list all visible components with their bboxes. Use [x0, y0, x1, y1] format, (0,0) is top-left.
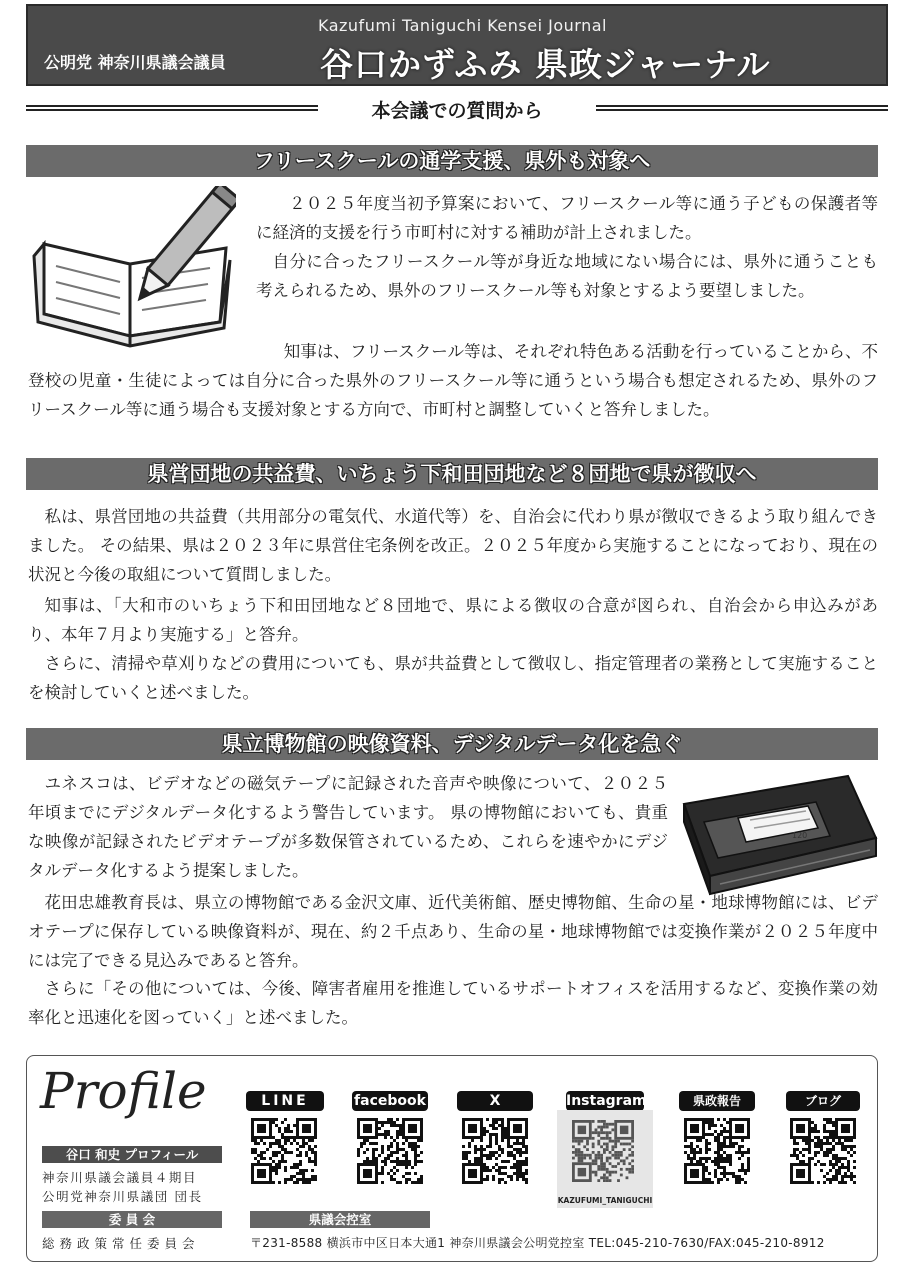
heading-rule-right	[596, 105, 888, 111]
section-2-paragraph-1: 私は、県営団地の共益費（共用部分の電気代、水道代等）を、自治会に代わり県が徴収できるよう取り組んできました。 その結果、県は２０２３年に県営住宅条例を改正。２０２５年度から実施することになっており、現在の状況と今後の取組について質問しました。	[28, 507, 878, 584]
header-english-title: Kazufumi Taniguchi Kensei Journal	[318, 16, 607, 35]
section-1-paragraph-1: ２０２５年度当初予算案において、フリースクール等に通う子どもの保護者等に経済的支援を行う市町村に対する補助が計上されました。	[256, 194, 878, 242]
x-label: X	[457, 1091, 533, 1111]
profile-name-bar: 谷口 和史 プロフィール	[42, 1146, 222, 1163]
x-qr-code[interactable]	[462, 1118, 528, 1184]
instagram-handle: KAZUFUMI_TANIGUCHI	[557, 1196, 653, 1205]
header-party: 公明党 神奈川県議会議員	[44, 53, 226, 72]
office-address: 〒231-8588 横浜市中区日本大通1 神奈川県議会公明党控室 TEL:045-210-7630/FAX:045-210-8912	[250, 1236, 825, 1250]
notebook-pencil-icon	[30, 186, 236, 356]
instagram-qr-code[interactable]	[572, 1120, 634, 1182]
facebook-label: facebook	[352, 1091, 428, 1111]
header-title: 谷口かずふみ 県政ジャーナル	[320, 45, 771, 84]
section-3-title: 県立博物館の映像資料、デジタルデータ化を急ぐ	[26, 728, 878, 760]
section-2-paragraph-3: さらに、清掃や草刈りなどの費用についても、県が共益費として徴収し、指定管理者の業務として実施することを検討していくと述べました。	[28, 654, 878, 702]
section-1-paragraph-2: 自分に合ったフリースクール等が身近な地域にない場合には、県外に通うことも考えられるため、県外のフリースクール等も対象とするよう要望しました。	[256, 252, 878, 300]
office-label: 県議会控室	[250, 1211, 430, 1228]
profile-script-title: Profile	[40, 1062, 207, 1120]
blog-label: ブログ	[786, 1091, 860, 1111]
section-heading	[26, 96, 888, 124]
section-1-paragraph-3: 知事は、フリースクール等は、それぞれ特色ある活動を行っていることから、不登校の児童・生徒によっては自分に合った県外のフリースクール等に通うという場合も想定されるため、県外のフリースクール等に通う場合も支援対象とする方向で、市町村と調整していくと答弁しました。	[28, 342, 878, 419]
vhs-label-text: 120	[792, 831, 808, 840]
profile-line-1: 神奈川県議会議員４期目	[42, 1170, 198, 1185]
section-2-paragraph-2: 知事は、「大和市のいちょう下和田団地など８団地で、県による徴収の合意が図られ、自治会から申込みがあり、本年７月より実施する」と答弁。	[28, 596, 878, 644]
vhs-tape-icon	[680, 772, 880, 900]
facebook-qr-code[interactable]	[357, 1118, 423, 1184]
line-qr-code[interactable]	[251, 1118, 317, 1184]
section-3-paragraph-2: 花田忠雄教育長は、県立の博物館である金沢文庫、近代美術館、歴史博物館、生命の星・地球博物館には、ビデオテープに保存している映像資料が、現在、約２千点あり、生命の星・地球博物館では変換作業が２０２５年度中には完了できる見込みであると答弁。	[28, 893, 878, 970]
report-label: 県政報告	[679, 1091, 755, 1111]
section-1-title: フリースクールの通学支援、県外も対象へ	[26, 145, 878, 177]
line-label: LINE	[246, 1091, 324, 1111]
profile-line-2: 公明党神奈川県議団 団長	[42, 1189, 203, 1204]
section-heading-text: 本会議での質問から	[371, 100, 543, 122]
journal-header	[26, 4, 888, 86]
section-3-paragraph-1: ユネスコは、ビデオなどの磁気テープに記録された音声や映像について、２０２５年頃までにデジタルデータ化するよう警告しています。 県の博物館においても、貴重な映像が記録されたビデオテープが多数保管されているため、これらを速やかにデジタルデータ化するよう提案しました。	[28, 774, 668, 880]
committee-name: 総務政策常任委員会	[42, 1236, 200, 1251]
section-2-title: 県営団地の共益費、いちょう下和田団地など８団地で県が徴収へ	[26, 458, 878, 490]
report-qr-code[interactable]	[684, 1118, 750, 1184]
blog-qr-code[interactable]	[790, 1118, 856, 1184]
instagram-label: Instagram	[566, 1093, 647, 1109]
committee-label: 委 員 会	[42, 1211, 222, 1228]
section-3-paragraph-3: さらに「その他については、今後、障害者雇用を推進しているサポートオフィスを活用するなど、変換作業の効率化と迅速化を図っていく」と述べました。	[28, 979, 878, 1027]
